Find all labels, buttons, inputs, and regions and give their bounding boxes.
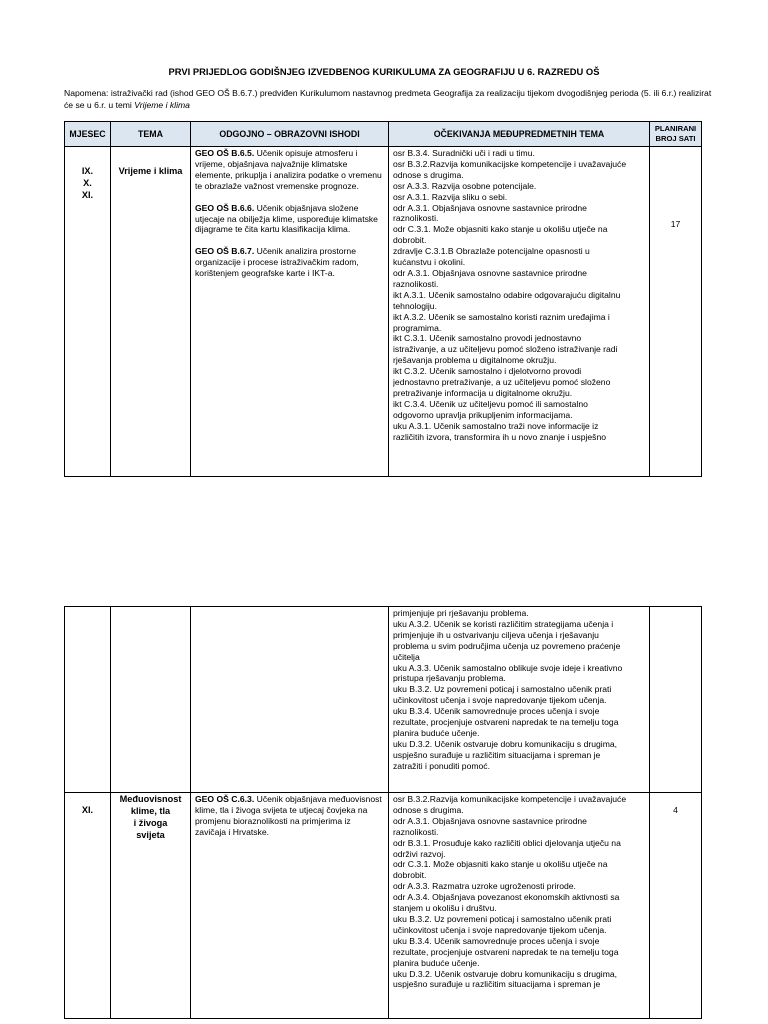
cross-curricular-line: pretraživanje informacija u digitalnome okružju. — [393, 387, 573, 398]
cross-curricular-line: odgovorno upravlja prikupljenim informacijama. — [393, 409, 573, 420]
cross-curricular-line: odnose s drugima. — [393, 169, 464, 180]
planned-hours-cell: 4 — [650, 793, 702, 1019]
cross-curricular-line: ikt A.3.1. Učenik samostalno odabire odgovarajuću digitalnu — [393, 289, 621, 300]
outcome-text: Učenik objašnjava složene utjecaje na obilježja klime, uspoređuje klimatske dijagrame te čita kartu klasifikacija klima. — [195, 202, 378, 235]
cross-curricular-line: zdravlje C.3.1.B Obrazlaže potencijalne opasnosti u — [393, 246, 590, 257]
cross-curricular-line: ikt A.3.2. Učenik se samostalno koristi raznim uređajima i — [393, 311, 610, 322]
outcome-item — [195, 203, 384, 236]
cross-curricular-line: odr A.3.1. Objašnjava osnovne sastavnice prirodne — [393, 202, 587, 213]
header-theme: TEMA — [111, 122, 191, 147]
cross-curricular-line: pristupa rješavanju problema. — [393, 673, 506, 684]
cross-curricular-line: uku D.3.2. Učenik ostvaruje dobru komunikaciju s drugima, — [393, 738, 618, 749]
cross-curricular-line: raznolikosti. — [393, 278, 439, 289]
cross-curricular-line: učitelja — [393, 651, 420, 662]
cross-curricular-line: različitih izvora, transformira ih u novo znanje i uspješno — [393, 431, 607, 442]
theme-cell-empty — [111, 607, 191, 793]
cross-curricular-line: dobrobit. — [393, 235, 427, 246]
cross-curricular-line: raznolikosti. — [393, 213, 439, 224]
theme-line: Međuovisnost — [119, 794, 182, 804]
cross-curricular-continuation-cell — [389, 607, 650, 793]
header-cross-curricular: OČEKIVANJA MEĐUPREDMETNIH TEMA — [389, 122, 650, 147]
cross-curricular-line: odr B.3.1. Prosuđuje kako različiti oblici djelovanja utječu na — [393, 837, 621, 848]
outcome-item — [195, 148, 384, 192]
cross-curricular-line: održivi razvoj. — [393, 848, 446, 859]
cross-curricular-line: uspješno surađuje u različitim situacijama i spreman je — [393, 749, 601, 760]
cross-curricular-line: uku B.3.2. Uz povremeni poticaj i samostalno učenik prati — [393, 913, 612, 924]
outcome-code: GEO OŠ C.6.3. — [195, 794, 255, 804]
cross-curricular-line: jednostavno pretraživanje, a uz učiteljevu pomoć složeno — [393, 377, 611, 388]
month-value: X. — [83, 178, 92, 188]
cross-curricular-line: učinkovitost učenja i svoje napredovanje tijekom učenja. — [393, 695, 607, 706]
planned-hours-cell: 17 — [650, 147, 702, 477]
cross-curricular-line: uku A.3.1. Učenik samostalno traži nove informacije iz — [393, 420, 599, 431]
cross-curricular-line: uku A.3.3. Učenik samostalno oblikuje svoje ideje i kreativno — [393, 662, 623, 673]
cross-curricular-line: planira buduće učenje. — [393, 957, 480, 968]
outcome-code: GEO OŠ B.6.6. — [195, 202, 255, 213]
cross-curricular-line: ikt C.3.2. Učenik samostalno i djelotvorno provodi — [393, 366, 582, 377]
month-cell — [65, 147, 111, 477]
cross-curricular-line: odr A.3.4. Objašnjava povezanost ekonomskih aktivnosti sa — [393, 892, 620, 903]
theme-cell: Vrijeme i klima — [111, 147, 191, 477]
cross-curricular-line: uku D.3.2. Učenik ostvaruje dobru komunikaciju s drugima, — [393, 968, 618, 979]
cross-curricular-line: osr A.3.3. Razvija osobne potencijale. — [393, 180, 537, 191]
outcome-item — [195, 246, 384, 279]
month-cell: XI. — [65, 793, 111, 1019]
cross-curricular-line: programima. — [393, 322, 442, 333]
cross-curricular-line: primjenjuje ih u ostvarivanju ciljeva učenja i rješavanju — [393, 629, 599, 640]
cross-curricular-line: primjenjuje pri rješavanju problema. — [393, 608, 529, 618]
cross-curricular-line: odnose s drugima. — [393, 804, 464, 815]
outcomes-cell-empty — [191, 607, 389, 793]
cross-curricular-line: uku B.3.4. Učenik samovrednuje proces učenja i svoje — [393, 935, 600, 946]
page-title: PRVI PRIJEDLOG GODIŠNJEG IZVEDBENOG KURIKULUMA ZA GEOGRAFIJU U 6. RAZREDU OŠ — [168, 66, 600, 77]
cross-curricular-line: tehnologiju. — [393, 300, 437, 311]
cross-curricular-line: problema u svim područjima učenja uz povremeno praćenje — [393, 640, 621, 651]
cross-curricular-line: odr C.3.1. Može objasniti kako stanje u okolišu utječe na — [393, 859, 608, 870]
cross-curricular-line: stanjem u okolišu i društvu. — [393, 903, 497, 914]
cross-curricular-line: rješavanja problema u digitalnome okružju. — [393, 355, 557, 366]
outcome-text: Učenik opisuje atmosferu i vrijeme, objašnjava najvažnije klimatske elemente, prikuplja i analizira podatke o vremenu te obrazlaže važnost vremenske prognoze. — [195, 148, 382, 191]
cross-curricular-cell — [389, 147, 650, 477]
cross-curricular-line: dobrobit. — [393, 870, 427, 881]
cross-curricular-line: uku B.3.2. Uz povremeni poticaj i samostalno učenik prati — [393, 684, 612, 695]
cross-curricular-line: rezultate, procjenjuje ostvareni napredak te na temelju toga — [393, 946, 619, 957]
cross-curricular-line: ikt C.3.4. Učenik uz učiteljevu pomoć ili samostalno — [393, 398, 588, 409]
cross-curricular-line: uku B.3.4. Učenik samovrednuje proces učenja i svoje — [393, 706, 600, 717]
note-italic-theme: Vrijeme i klima — [134, 99, 190, 110]
outcome-code: GEO OŠ B.6.5. — [195, 148, 255, 158]
theme-line: klime, tla — [130, 806, 171, 816]
cross-curricular-line: uku A.3.2. Učenik se koristi različitim strategijama učenja i — [393, 618, 614, 629]
cross-curricular-cell — [389, 793, 650, 1019]
cross-curricular-line: uspješno surađuje u različitim situacijama i spreman je — [393, 979, 601, 990]
cross-curricular-line: osr B.3.2.Razvija komunikacijske kompetencije i uvažavajuće — [393, 158, 627, 169]
outcome-code: GEO OŠ B.6.7. — [195, 246, 255, 257]
cross-curricular-line: osr A.3.1. Razvija sliku o sebi. — [393, 191, 508, 202]
month-value: IX. — [81, 166, 94, 176]
header-planned-hours: PLANIRANI BROJ SATI — [650, 122, 702, 147]
cross-curricular-line: odr A.3.3. Razmatra uzroke ugroženosti prirode. — [393, 881, 576, 892]
curriculum-table-part-2 — [64, 606, 702, 1019]
note-paragraph — [64, 88, 714, 111]
cross-curricular-line: planira buduće učenje. — [393, 727, 480, 738]
cross-curricular-line: istraživanje, a uz učiteljevu pomoć složeno istraživanje radi — [393, 344, 618, 355]
theme-line: i živoga — [133, 818, 168, 828]
planned-hours-cell-empty — [650, 607, 702, 793]
cross-curricular-line: raznolikosti. — [393, 826, 439, 837]
cross-curricular-line: osr B.3.2.Razvija komunikacijske kompetencije i uvažavajuće — [393, 794, 627, 804]
curriculum-table-part-1 — [64, 121, 702, 477]
cross-curricular-line: zatražiti i ponuditi pomoć. — [393, 760, 490, 771]
cross-curricular-line: odr C.3.1. Može objasniti kako stanje u okolišu utječe na — [393, 224, 608, 235]
theme-line: svijeta — [136, 830, 165, 840]
month-cell-empty — [65, 607, 111, 793]
note-text: Napomena: istraživački rad (ishod GEO OŠ B.6.7.) predviđen Kurikulumom nastavnog predmeta Geografija za realizaciju tijekom dvogodišnjeg perioda (5. ili 6.r.) realizirat će se u 6.r. u temi — [64, 88, 712, 110]
cross-curricular-line: kućanstvu i okolini. — [393, 257, 466, 268]
header-outcomes: ODGOJNO – OBRAZOVNI ISHODI — [191, 122, 389, 147]
outcome-text: Učenik objašnjava međuovisnost klime, tla i živoga svijeta te utjecaj čovjeka na promjenu bioraznolikosti na primjerima iz zavičaja i Hrvatske. — [195, 794, 382, 837]
outcomes-cell — [191, 793, 389, 1019]
month-value: XI. — [81, 190, 94, 200]
header-month: MJESEC — [65, 122, 111, 147]
cross-curricular-line: odr A.3.1. Objašnjava osnovne sastavnice prirodne — [393, 815, 587, 826]
cross-curricular-line: rezultate, procjenjuje ostvareni napredak te na temelju toga — [393, 717, 619, 728]
theme-cell — [111, 793, 191, 1019]
cross-curricular-line: ikt C.3.1. Učenik samostalno provodi jednostavno — [393, 333, 582, 344]
outcome-text: Učenik analizira prostorne organizacije i procese istraživačkim radom, korištenjem geografske karte i IKT-a. — [195, 246, 359, 279]
outcomes-cell — [191, 147, 389, 477]
cross-curricular-line: osr B.3.4. Suradnički uči i radi u timu. — [393, 148, 535, 158]
cross-curricular-line: odr A.3.1. Objašnjava osnovne sastavnice prirodne — [393, 267, 587, 278]
cross-curricular-line: učinkovitost učenja i svoje napredovanje tijekom učenja. — [393, 924, 607, 935]
